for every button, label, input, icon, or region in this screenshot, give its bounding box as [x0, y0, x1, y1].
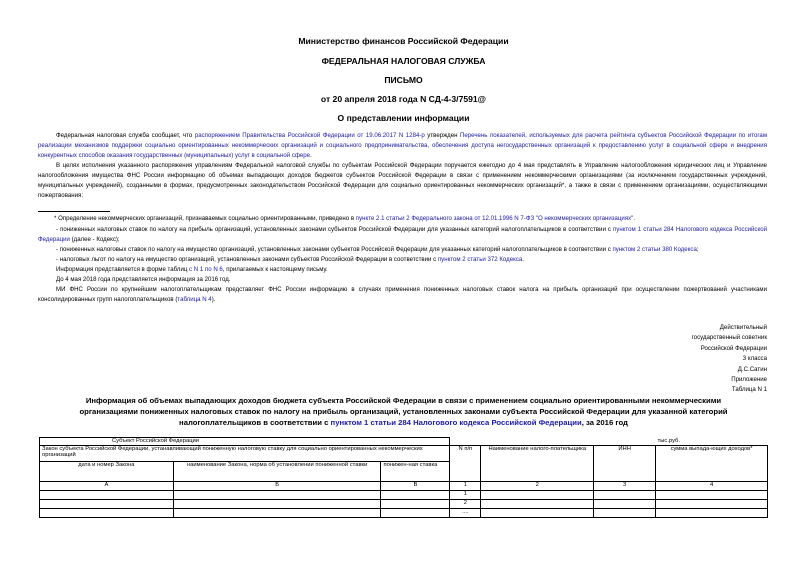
table-title: Информация об объемах выпадающих доходов бюджета субъекта Российской Федерации в связи с применением социально ориентированными некоммерческими организациями пониженных налоговых ставок по налогу на прибыль организаций, установленных законами субъекта Российской Федерации для указанной категорий налогоплательщиков в соответствии с пунктом 1 статьи 284 Налогового кодекса Российской Федерации, за 2016 год [79, 396, 728, 427]
col-taxpayer-header: Наименование налого-плательщика [481, 446, 594, 482]
col-law-name-header: наименование Закона, норма об установлении пониженной ставки [173, 462, 381, 482]
footnote-text: * Определение некоммерческих организаций, признаваемых социально ориентированными, приведено в пункте 2.1 статьи 2 Федерального закона от 12.01.1996 N 7-ФЗ "О некоммерческих организациях". [54, 215, 636, 222]
bullet-property-benefits: - налоговых льгот по налогу на имущество организаций, установленных законами субъектов Российской Федерации в соответствии с пунктом 2 статьи 372 Кодекса. [56, 255, 524, 263]
tables-link[interactable]: с N 1 по N 6 [189, 265, 223, 273]
col-sum-header: сумма выпада-ющих доходов* [656, 446, 768, 482]
signer-title-3: Российской Федерации [700, 344, 767, 352]
ministry-heading: Министерство финансов Российской Федерации [298, 36, 509, 46]
table-row: 2 [40, 500, 768, 509]
paragraph-deadline: До 4 мая 2018 года представляется информация за 2016 год. [56, 275, 231, 283]
table-row: .... [40, 509, 768, 518]
table-title-tax-code-link[interactable]: пунктом 1 статьи 284 Налогового кодекса Российской Федерации [330, 417, 582, 427]
doc-date-number: от 20 апреля 2018 года N СД-4-3/7591@ [320, 94, 487, 104]
paragraph-instruction: В целях исполнения указанного распоряжения управлениям Федеральной налоговой службы по субъектам Российской Федерации поручается ежегодно до 4 мая представлять в Управление налогообложения юридических лиц и Управление налогообложения имущества ФНС России информацию об объемах выпадающих доходов бюджетов субъектов Российской Федерации в связи с применением некоммерческими организациями (за исключением государственных учреждений, муниципальных учреждений), созданными в формах, предусмотренных законодательством Российской Федерации для социально ориентированных некоммерческих организаций*, а также в связи с применением организациями, осуществляющими пожертвования: [38, 162, 767, 199]
footnote-divider [38, 211, 110, 212]
government-order-link[interactable]: распоряжением Правительства Российской Федерации от 19.06.2017 N 1284-р [194, 132, 425, 139]
tax-code-372-link[interactable]: пунктом 2 статьи 372 Кодекса [437, 255, 523, 263]
subject-label-cell: Субъект Российской Федерации [40, 438, 450, 446]
signer-title-2: государственный советник [691, 334, 767, 342]
service-heading: ФЕДЕРАЛЬНАЯ НАЛОГОВАЯ СЛУЖБА [321, 56, 486, 66]
doc-type-heading: ПИСЬМО [384, 75, 423, 85]
paragraph-intro: Федеральная налоговая служба сообщает, что распоряжением Правительства Российской Федерации от 19.06.2017 N 1284-р утвержден Перечень показателей, используемых для расчета рейтинга субъектов Российской Федерации по итогам реализации механизмов поддержки социально ориентированных некоммерческих организаций и социального предпринимательства, обеспечения доступа негосударственных организаций к предоставлению услуг в социальной сфере и внедрения конкурентных способов оказания государственных (муниципальных) услуг в социальной сфере. [38, 132, 768, 159]
report-table [39, 437, 768, 518]
signer-name: Д.С.Сатин [737, 365, 767, 373]
doc-subject: О представлении информации [337, 113, 470, 123]
bullet-property-tax: - пониженных налоговых ставок по налогу на имущество организаций, установленных законами субъектов Российской Федерации для указанных категорий налогоплательщиков в соответствии с пунктом 2 статьи 380 Кодекса; [56, 245, 699, 253]
paragraph-mi-fns: МИ ФНС России по крупнейшим налогоплательщикам представляет ФНС России информацию в случаях применения пониженных налоговых ставок налога на прибыль организаций при осуществлении пожертвований участниками консолидированных групп налогоплательщиков (таблица N 4). [38, 285, 767, 303]
table-4-link[interactable]: таблица N 4 [177, 295, 212, 303]
units-label: тыс.руб. [657, 437, 680, 444]
table-row: 1 [40, 491, 768, 500]
col-number-header: N п/п [450, 446, 481, 482]
signer-title-4: 3 класса [742, 355, 767, 363]
tax-code-284-link[interactable]: пунктом 1 статьи 284 Налогового кодекса Российской Федерации [38, 225, 767, 243]
signer-title-1: Действительный [719, 324, 767, 331]
paragraph-info-form: Информация представляется в форме таблиц с N 1 по N 6, прилагаемых к настоящему письму. [56, 265, 328, 273]
appendix-label: Приложение [731, 376, 767, 384]
signature-block [692, 323, 767, 396]
table-number-label: Таблица N 1 [731, 386, 767, 394]
indicators-list-link[interactable]: Перечень показателей, используемых для расчета рейтинга субъектов Российской Федерации по итогам реализации механизмов поддержки социально ориентированных некоммерческих организаций и социального предпринимательства, обеспечения доступа негосударственных организаций к предоставлению услуг в социальной сфере и внедрения конкурентных способов оказания государственных (муниципальных) услуг в социальной сфере [38, 132, 768, 159]
tax-code-380-link[interactable]: пунктом 2 статьи 380 Кодекса [612, 245, 697, 253]
letter-body [38, 131, 767, 305]
col-inn-header: ИНН [594, 446, 656, 482]
column-letters-row: А Б В 1 2 3 4 [40, 482, 768, 491]
bullet-profit-tax: - пониженных налоговых ставок по налогу на прибыль организаций, установленных законами субъектов Российской Федерации для указанных категорий налогоплательщиков в соответствии с пунктом 1 статьи 284 Налогового кодекса Российской Федерации (далее - Кодекс); [38, 225, 767, 243]
col-rate-header: понижен-ная ставка [381, 462, 450, 482]
col-date-header: дата и номер Закона [40, 462, 174, 482]
federal-law-link[interactable]: пункте 2.1 статьи 2 Федерального закона от 12.01.1996 N 7-ФЗ "О некоммерческих организациях" [355, 215, 634, 222]
law-header-cell: Закон субъекта Российской Федерации, устанавливающий пониженную налоговую ставку для социально ориентированных некоммерческих организаций [40, 446, 450, 462]
